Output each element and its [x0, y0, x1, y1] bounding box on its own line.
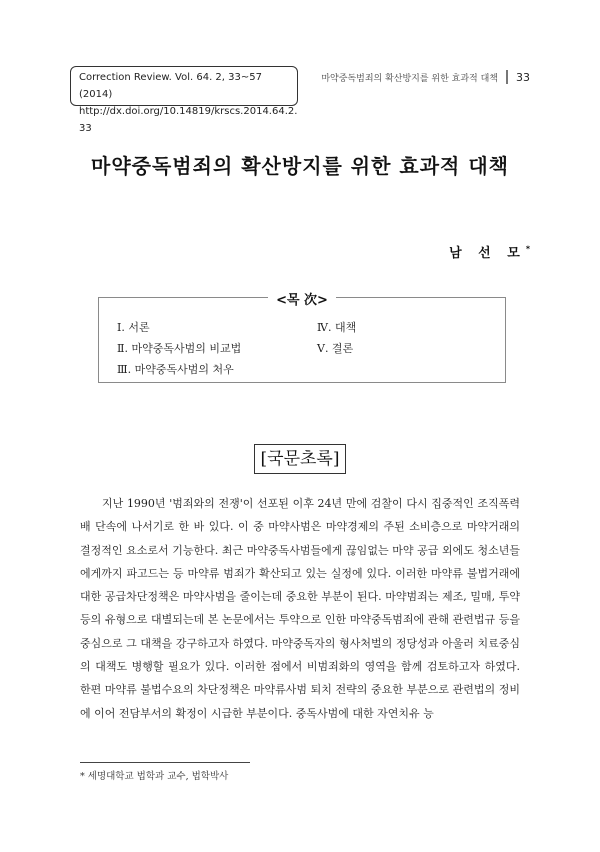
citation-doi: http://dx.doi.org/10.14819/krscs.2014.64.2. 33: [79, 106, 298, 134]
toc-item: Ⅰ. 서론: [117, 321, 150, 334]
author-footnote-mark: *: [525, 244, 530, 254]
toc-item: Ⅲ. 마약중독사범의 처우: [117, 363, 234, 376]
author-footnote: * 세명대학교 법학과 교수, 법학박사: [80, 771, 229, 782]
toc-column-right: [317, 317, 356, 359]
running-title: 마약중독범죄의 확산방지를 위한 효과적 대책: [321, 73, 498, 84]
footnote-divider: [80, 762, 250, 763]
abstract-heading: [국문초록]: [254, 444, 346, 474]
page-number: 33: [516, 70, 530, 84]
citation-box: [70, 66, 298, 134]
running-head: [310, 70, 530, 84]
toc-item: Ⅴ. 결론: [317, 342, 354, 355]
author: [449, 242, 530, 261]
running-head-divider: [506, 70, 508, 84]
author-name: 남 선 모: [449, 246, 526, 261]
paper-title: 마약중독범죄의 확산방지를 위한 효과적 대책: [91, 154, 509, 178]
toc-column-left: [117, 317, 241, 380]
abstract-body: 지난 1990년 '범죄와의 전쟁'이 선포된 이후 24년 만에 검찰이 다시 집중적인 조직폭력배 단속에 나서기로 한 바 있다. 이 중 마약사범은 마약경제의 주된 소비층으로 마약거래의 결정적인 요소로서 기능한다. 최근 마약중독사범들에게 끊임없는 마약 공급 외에도 청소년들에게까지 파고드는 등 마약류 범죄가 확산되고 있는 실정에 있다. 이러한 마약류 불법거래에 대한 공급차단정책은 마약사범을 줄이는데 중요한 부분이 된다. 마약범죄는 제조, 밀매, 투약 등의 유형으로 대별되는데 본 논문에서는 투약으로 인한 마약중독범죄에 관해 관련법규 등을 중심으로 그 대책을 강구하고자 하였다. 마약중독자의 형사처벌의 정당성과 아울러 치료중심의 대책도 병행할 필요가 있다. 이러한 점에서 비범죄화의 영역을 함께 검토하고자 하였다. 한편 마약류 불법수요의 차단정책은 마약류사범 퇴치 전략의 중요한 부분으로 관련법의 정비에 이어 전담부서의 확정이 시급한 부분이다. 중독사범에 대한 자연치유 능: [80, 497, 520, 720]
toc-heading: <목 次>: [268, 293, 336, 308]
citation-journal: Correction Review. Vol. 64. 2, 33~57 (2014): [79, 72, 262, 100]
table-of-contents: [98, 293, 506, 383]
toc-item: Ⅱ. 마약중독사범의 비교법: [117, 342, 242, 355]
toc-item: Ⅳ. 대책: [317, 321, 357, 334]
